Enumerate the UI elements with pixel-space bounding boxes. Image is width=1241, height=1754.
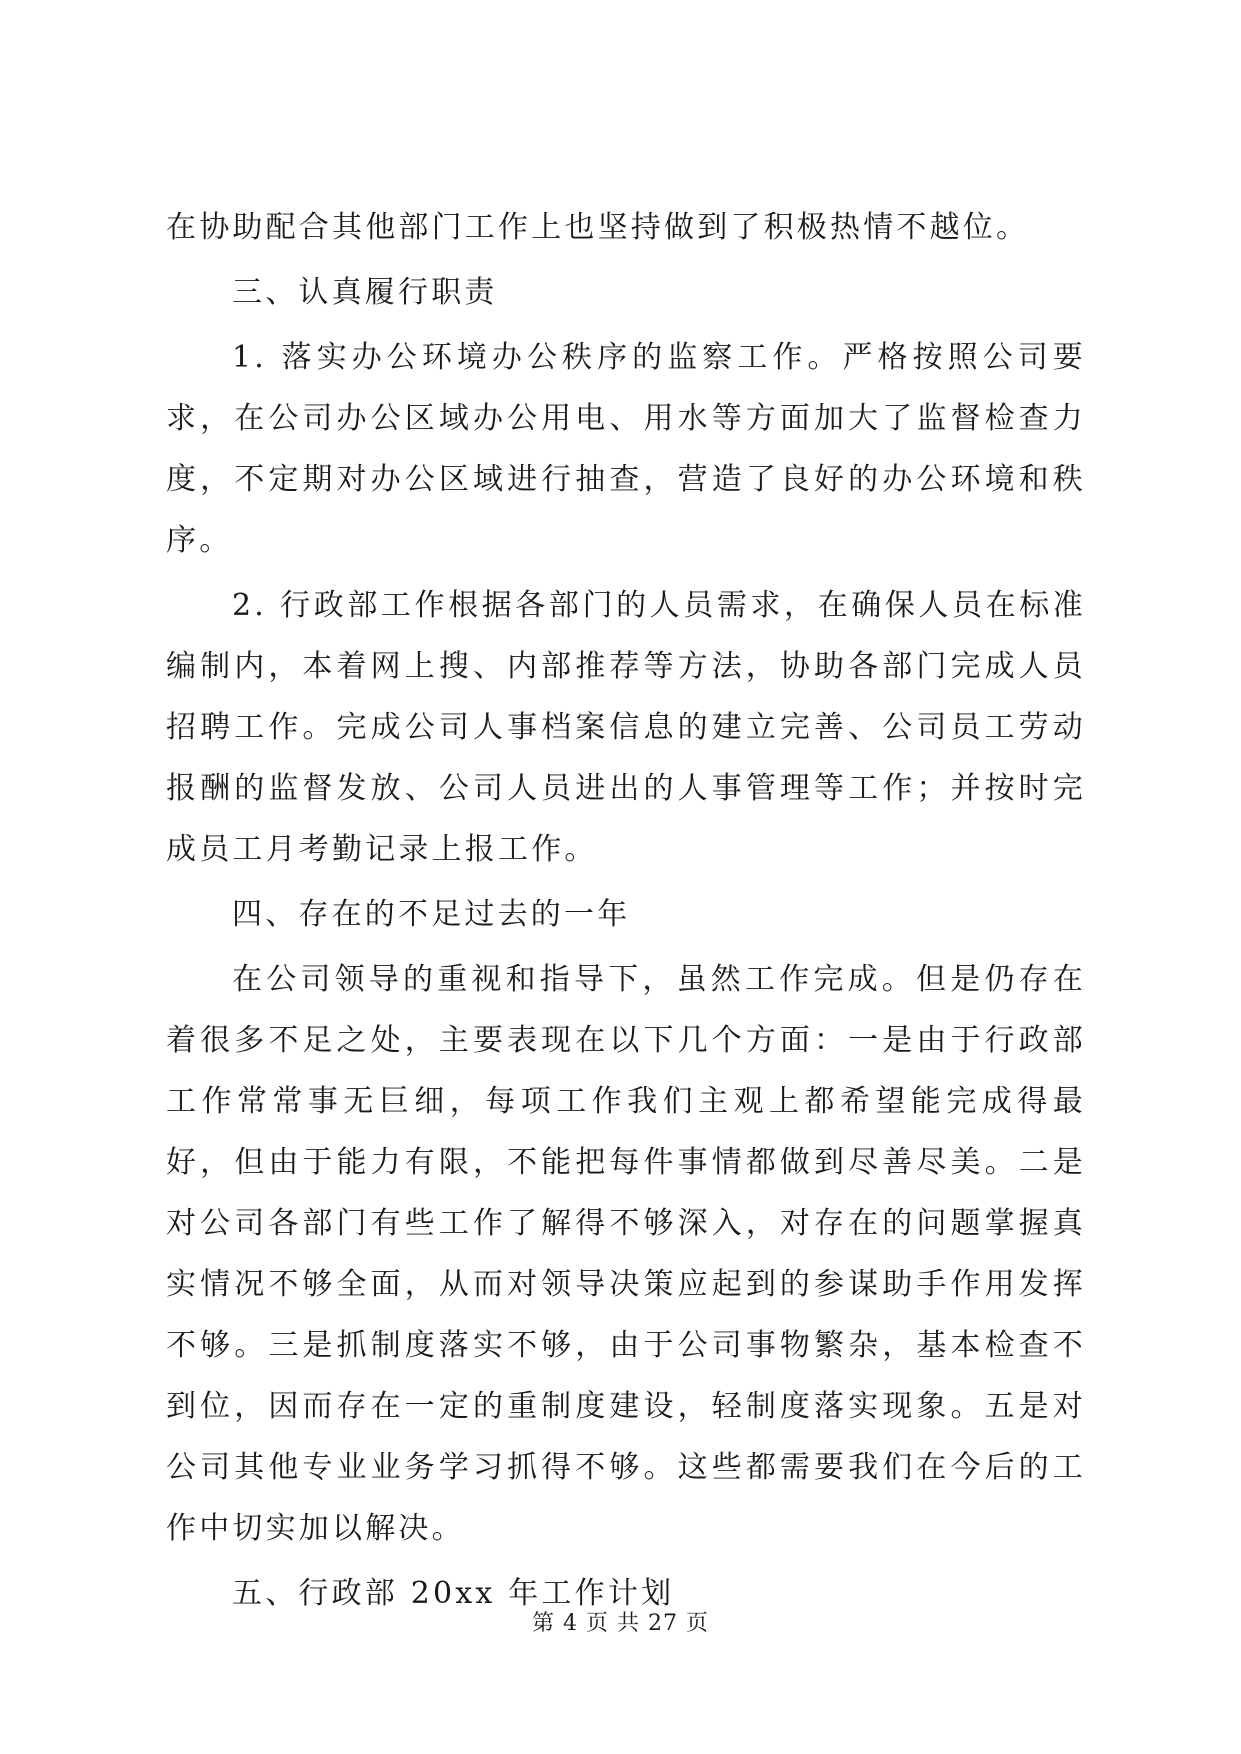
- section-heading-5: 五、行政部 20xx 年工作计划: [232, 1576, 675, 1611]
- paragraph-item-2: 2. 行政部工作根据各部门的人员需求，在确保人员在标准编制内，本着网上搜、内部推荐等方法，协助各部门完成人员招聘工作。完成公司人事档案信息的建立完善、公司员工劳动报酬的监督发放、公司人员进出的人事管理等工作；并按时完成员工月考勤记录上报工作。: [166, 588, 1086, 867]
- page-number-footer: 第 4 页 共 27 页: [532, 1611, 709, 1636]
- section-heading-3: 三、认真履行职责: [232, 275, 498, 310]
- document-body: [166, 197, 1086, 1628]
- paragraph-item-1: 1. 落实办公环境办公秩序的监察工作。严格按照公司要求，在公司办公区域办公用电、用水等方面加大了监督检查力度，不定期对办公区域进行抽查，营造了良好的办公环境和秩序。: [166, 340, 1086, 558]
- paragraph-continuation: 在协助配合其他部门工作上也坚持做到了积极热情不越位。: [166, 210, 1030, 245]
- section-heading-4: 四、存在的不足过去的一年: [232, 897, 631, 932]
- paragraph-shortcomings: 在公司领导的重视和指导下，虽然工作完成。但是仍存在着很多不足之处，主要表现在以下几个方面：一是由于行政部工作常常事无巨细，每项工作我们主观上都希望能完成得最好，但由于能力有限，不能把每件事情都做到尽善尽美。二是对公司各部门有些工作了解得不够深入，对存在的问题掌握真实情况不够全面，从而对领导决策应起到的参谋助手作用发挥不够。三是抓制度落实不够，由于公司事物繁杂，基本检查不到位，因而存在一定的重制度建设，轻制度落实现象。五是对公司其他专业业务学习抓得不够。这些都需要我们在今后的工作中切实加以解决。: [166, 962, 1086, 1546]
